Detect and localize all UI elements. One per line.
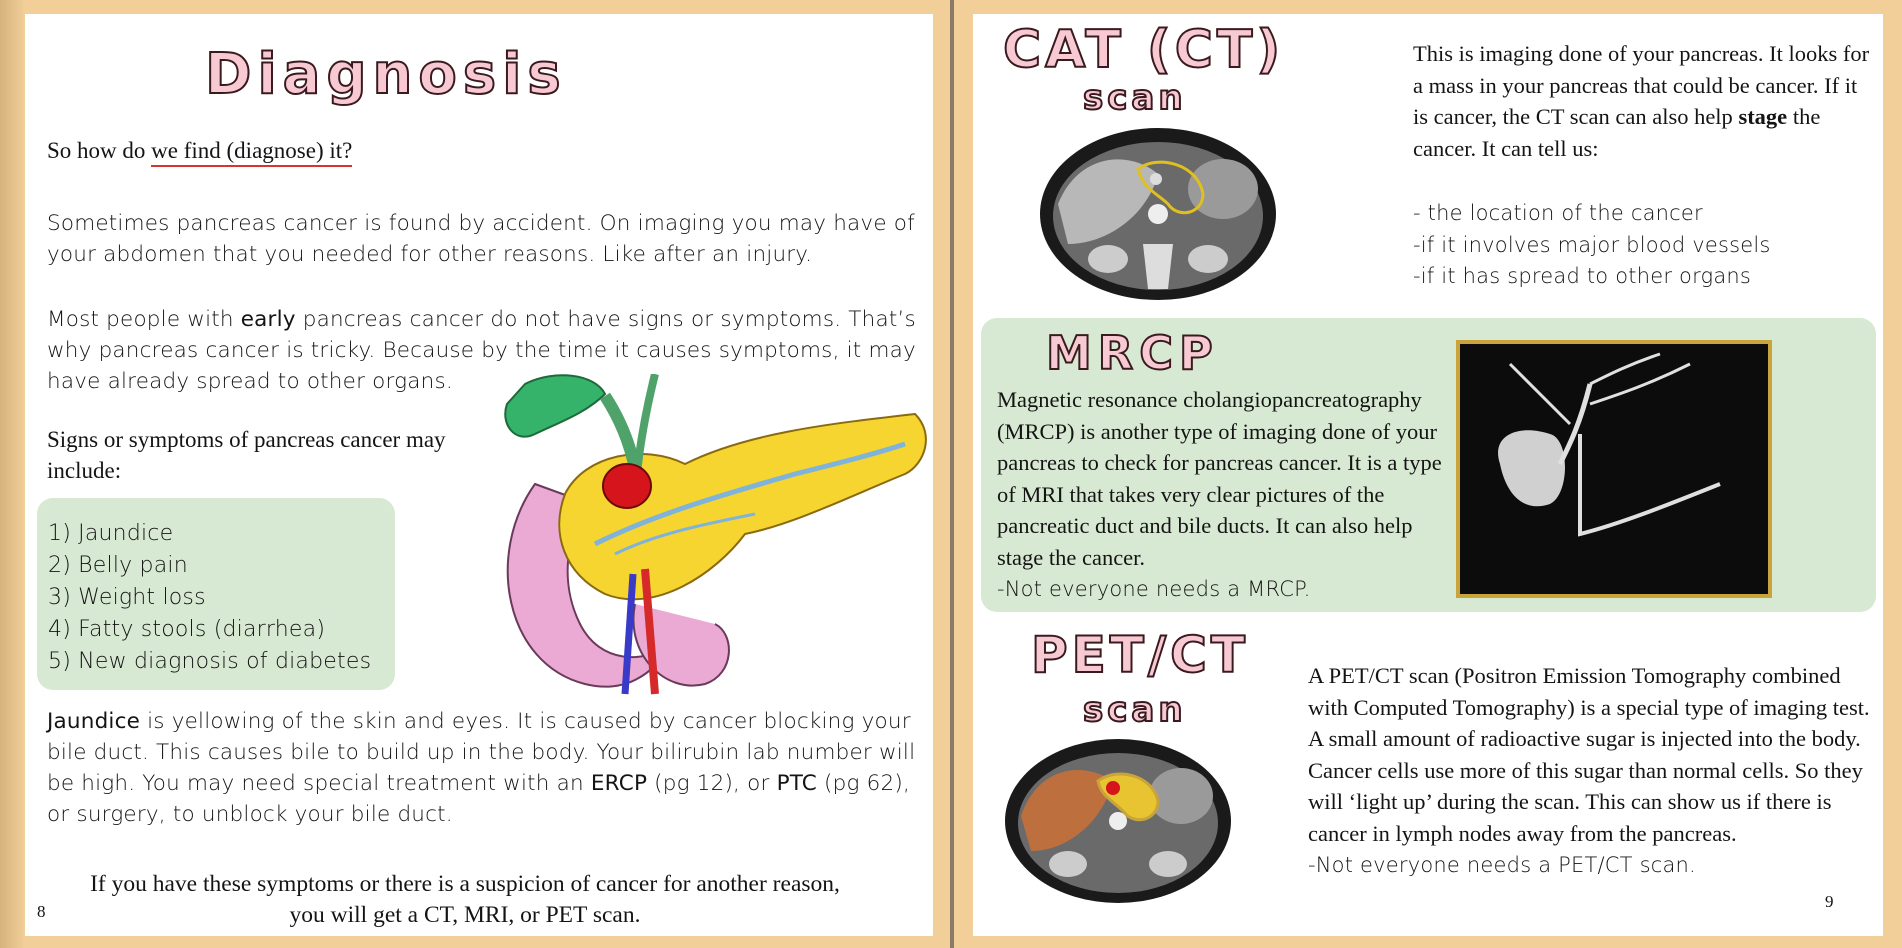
page-number-left: 8 <box>37 902 46 921</box>
symptom-item: 1) Jaundice <box>48 521 174 546</box>
mrcp-image <box>1456 340 1772 598</box>
ct-scan-list <box>1413 198 1771 293</box>
pet-text: A PET/CT scan (Positron Emission Tomography combined with Computed Tomography) is a special type of imaging test. A small amount of radioactive sugar is injected into the body. Cancer cells use more of this sugar than normal cells. So they will ‘light up’ during the scan. This can show us if there is cancer in lymph nodes away from the pancreas. <box>1308 663 1870 846</box>
paragraph-found-by-accident: Sometimes pancreas cancer is found by accident. On imaging you may have of your abdomen that you needed for other reasons. Like after an injury. <box>47 211 915 267</box>
page-left <box>25 14 933 936</box>
symptom-item: 4) Fatty stools (diarrhea) <box>48 617 326 642</box>
para3-text-b: (pg 12), or <box>647 771 777 796</box>
ct-list-item: -if it involves major blood vessels <box>1413 232 1771 257</box>
book-edge-left <box>0 0 25 948</box>
symptom-item: 3) Weight loss <box>48 585 206 610</box>
para2-bold-early: early <box>240 307 296 332</box>
symptom-list <box>48 518 371 678</box>
para2-text-start: Most people with <box>47 307 241 332</box>
mrcp-section <box>981 318 1876 612</box>
paragraph-jaundice <box>47 706 927 830</box>
pet-ct-title: PET/CT <box>1031 626 1249 684</box>
para2-text-end: pancreas cancer do not have signs or symptoms. That’s why pancreas cancer is tricky. Because by the time it causes symptoms, it may have already spread to other organs. <box>47 307 916 394</box>
pancreas-illustration <box>495 374 933 714</box>
signs-heading: Signs or symptoms of pancreas cancer may include: <box>47 427 446 483</box>
jaundice-bold: Jaundice <box>47 709 141 734</box>
mrcp-description <box>997 384 1447 606</box>
symptom-item: 2) Belly pain <box>48 553 188 578</box>
page-number-right: 9 <box>1825 892 1834 911</box>
ct-list-item: -if it has spread to other organs <box>1413 264 1752 288</box>
ptc-bold: PTC <box>776 771 818 796</box>
ct-text-b: the cancer. It can tell us: <box>1413 104 1821 161</box>
book-spine <box>950 0 954 948</box>
pet-ct-subtitle: scan <box>1083 690 1187 730</box>
para3-text-a: is yellowing of the skin and eyes. It is caused by cancer blocking your bile duct. This causes bile to build up in the body. Your bilirubin lab number will be high. You may need special treatment with an <box>47 709 916 796</box>
intro-question-start: So how do <box>47 138 152 163</box>
intro-question-underlined: we find (diagnose) it? <box>151 138 352 167</box>
ct-scan-description <box>1413 38 1873 164</box>
ct-text-a: This is imaging done of your pancreas. It looks for a mass in your pancreas that could be cancer. If it is cancer, the CT scan can also help <box>1413 41 1870 129</box>
mrcp-text: Magnetic resonance cholangiopancreatography (MRCP) is another type of imaging done of your pancreas to check for pancreas cancer. It is a type of MRI that takes very clear pictures of the pancreatic duct and bile ducts. It can also help stage the cancer. <box>997 387 1442 570</box>
ct-list-item: - the location of the cancer <box>1413 201 1703 225</box>
mrcp-note: -Not everyone needs a MRCP. <box>997 577 1311 601</box>
ercp-bold: ERCP <box>590 771 648 796</box>
pet-note: -Not everyone needs a PET/CT scan. <box>1308 853 1696 877</box>
symptom-list-box <box>37 498 395 690</box>
ct-scan-image <box>1038 124 1278 304</box>
pet-ct-image <box>1003 736 1233 906</box>
closing-paragraph: If you have these symptoms or there is a suspicion of cancer for another reason, you will get a CT, MRI, or PET scan. <box>90 871 840 928</box>
page-title-diagnosis: Diagnosis <box>205 42 567 107</box>
page-right <box>973 14 1883 936</box>
ct-scan-subtitle: scan <box>1083 78 1187 118</box>
ct-text-bold-stage: stage <box>1738 104 1788 129</box>
symptom-item: 5) New diagnosis of diabetes <box>48 649 372 674</box>
mrcp-title: MRCP <box>1046 326 1219 380</box>
pet-ct-description <box>1308 660 1873 882</box>
ct-scan-title: CAT (CT) <box>1003 20 1285 80</box>
para3-text-c: (pg 62), or surgery, to unblock your bile duct. <box>47 771 911 827</box>
intro-question <box>47 138 352 164</box>
